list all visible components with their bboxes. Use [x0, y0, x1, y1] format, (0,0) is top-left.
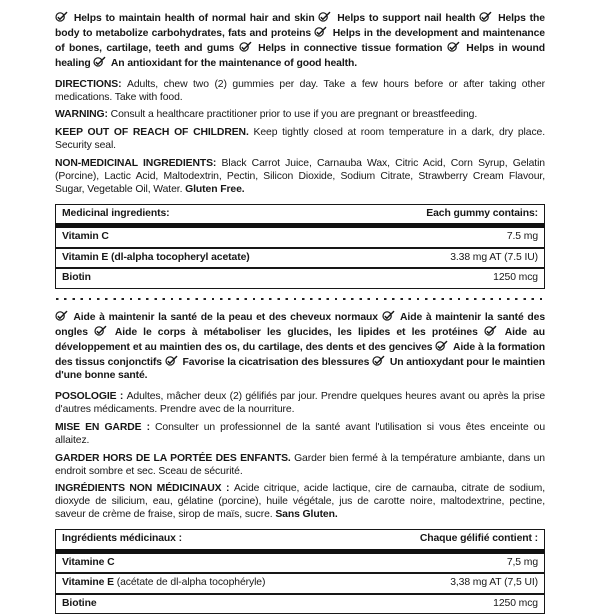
check-circle-icon — [372, 355, 385, 366]
check-circle-icon — [382, 310, 395, 321]
check-circle-icon — [479, 11, 492, 22]
table-row — [56, 594, 545, 614]
benefits-paragraph-en — [55, 11, 545, 71]
medicinal-ingredients-table-fr — [55, 529, 545, 614]
ingredient-amount: 1250 mcg — [493, 597, 538, 609]
benefit-text: An antioxidant for the maintenance of good health. — [110, 57, 358, 69]
benefit-text: Helps to support nail health — [337, 13, 476, 24]
mise-en-garde-label: MISE EN GARDE : — [55, 421, 156, 433]
benefit-text: Helps in connective tissue formation — [258, 42, 443, 54]
benefit-text: Aide à maintenir la santé des ongles — [55, 312, 545, 339]
warning-text: Consult a healthcare practitioner prior to use if you are pregnant or breastfeeding. — [110, 109, 478, 121]
table-header-ingredients: Ingrédients médicinaux : — [62, 533, 183, 545]
check-circle-icon — [93, 56, 106, 67]
benefit-item — [165, 357, 370, 368]
gluten-free-text: Gluten Free. — [185, 183, 245, 195]
benefit-text: Helps to maintain health of normal hair and skin — [73, 13, 315, 24]
benefits-paragraph-fr — [55, 310, 545, 383]
non-medicinal-paragraph-en — [55, 158, 545, 197]
ingredient-amount: 3,38 mg AT (7,5 UI) — [450, 577, 538, 589]
benefit-text: Aide au développement et au maintien des os, du cartilage, des dents et des gencives — [55, 327, 545, 354]
table-row — [56, 573, 545, 594]
ingredient-amount: 7.5 mg — [506, 231, 538, 243]
benefit-item — [55, 312, 378, 323]
garder-paragraph-fr — [55, 453, 545, 479]
ingredient-note: (acétate de dl-alpha tocophéryle) — [113, 577, 266, 589]
check-circle-icon — [94, 325, 107, 336]
benefit-text: Un antioxydant pour le maintien d'une bonne santé. — [55, 357, 545, 382]
check-circle-icon — [484, 325, 497, 336]
ingredient-name: Biotin — [62, 272, 91, 284]
check-circle-icon — [447, 41, 460, 52]
non-medicinal-paragraph-fr — [55, 483, 545, 522]
non-medicinal-text: Acide citrique, acide lactique, cire de carnauba, citrate de sodium, dioxyde de silicium, eau, gélatine (porcine), huile végétale, jus de carotte noire, maltodextrine, pectine, saveur de crème de fraise, sirop de maïs, sucre. — [55, 483, 545, 521]
posologie-text: Adultes, mâcher deux (2) gélifiés par jour. Prendre quelques heures avant ou après la prise d'autres médicaments. Prendre avec de la nourriture. — [55, 391, 545, 415]
table-header-ingredients: Medicinal ingredients: — [62, 207, 170, 219]
benefit-text: Aide à la formation des tissus conjonctifs — [55, 342, 545, 369]
benefit-item — [318, 13, 475, 24]
directions-label: DIRECTIONS: — [55, 78, 127, 90]
sans-gluten-text: Sans Gluten. — [275, 509, 338, 521]
check-circle-icon — [55, 11, 68, 22]
ingredient-name: Vitamine C — [62, 556, 115, 568]
benefit-item — [93, 58, 357, 69]
ingredient-name: Vitamin C — [62, 231, 109, 243]
non-medicinal-text: Black Carrot Juice, Carnauba Wax, Citric Acid, Corn Syrup, Gelatin (Porcine), Lactic Acid, Maltodextrin, Pectin, Silicon Dioxide, Sodium Citrate, Strawberry Cream Flavour, Sugar, Vegetable Oil, Water. — [55, 158, 545, 195]
medicinal-ingredients-table-en — [55, 204, 545, 289]
mise-en-garde-paragraph-fr — [55, 422, 545, 448]
warning-label: WARNING: — [55, 109, 111, 121]
table-row — [56, 248, 545, 269]
ingredient-amount: 7,5 mg — [506, 556, 538, 568]
posologie-paragraph-fr — [55, 391, 545, 417]
benefit-text: Favorise la cicatrisation des blessures — [182, 357, 370, 369]
table-row — [56, 226, 545, 248]
dotted-divider — [56, 298, 544, 301]
garder-text: Garder bien fermé à la température ambiante, dans un endroit sombre et sec. Sceau de sécurité. — [55, 452, 545, 477]
check-circle-icon — [55, 310, 68, 321]
table-row — [56, 551, 545, 573]
check-circle-icon — [318, 11, 331, 22]
benefit-text: Helps in wound healing — [55, 42, 545, 69]
non-medicinal-label: NON-MEDICINAL INGREDIENTS: — [55, 158, 222, 170]
benefit-text: Aide à maintenir la santé de la peau et des cheveux normaux — [73, 312, 378, 324]
ingredient-name: Vitamin E (dl-alpha tocopheryl acetate) — [62, 251, 250, 263]
directions-text: Adults, chew two (2) gummies per day. Take a few hours before or after taking other medications. Take with food. — [55, 78, 545, 103]
keep-out-paragraph-en — [55, 127, 545, 153]
mise-en-garde-text: Consulter un professionnel de la santé avant l'utilisation si vous êtes enceinte ou allaitez. — [55, 421, 545, 446]
keep-out-text: Keep tightly closed at room temperature in a dark, dry place. Security seal. — [55, 127, 546, 152]
non-medicinal-label: INGRÉDIENTS NON MÉDICINAUX : — [55, 483, 234, 495]
keep-out-label: KEEP OUT OF REACH OF CHILDREN. — [55, 127, 254, 139]
warning-paragraph-en — [55, 109, 545, 122]
directions-paragraph-en — [55, 79, 545, 105]
check-circle-icon — [435, 340, 448, 351]
benefit-text: Helps in the development and maintenance of bones, cartilage, teeth and gums — [55, 27, 545, 54]
ingredient-amount: 3.38 mg AT (7.5 IU) — [450, 251, 538, 263]
benefit-item — [94, 327, 478, 338]
table-header-row — [56, 204, 545, 226]
benefit-item — [55, 13, 315, 24]
benefit-item — [239, 43, 443, 54]
ingredient-name: Vitamine E — [62, 577, 114, 589]
check-circle-icon — [165, 355, 178, 366]
ingredient-name: Biotine — [62, 597, 97, 609]
garder-label: GARDER HORS DE LA PORTÉE DES ENFANTS. — [55, 452, 295, 464]
supplement-label — [55, 11, 545, 614]
posologie-label: POSOLOGIE : — [55, 391, 127, 402]
benefit-text: Helps the body to metabolize carbohydrates, fats and proteins — [55, 13, 545, 39]
table-header-amount: Chaque gélifié contient : — [419, 533, 538, 545]
ingredient-amount: 1250 mcg — [493, 272, 538, 284]
table-header-amount: Each gummy contains: — [426, 207, 538, 219]
benefit-text: Aide le corps à métaboliser les glucides, les lipides et les protéines — [114, 327, 478, 339]
table-header-row — [56, 530, 545, 552]
check-circle-icon — [239, 41, 252, 52]
check-circle-icon — [314, 26, 327, 37]
table-row — [56, 268, 545, 288]
